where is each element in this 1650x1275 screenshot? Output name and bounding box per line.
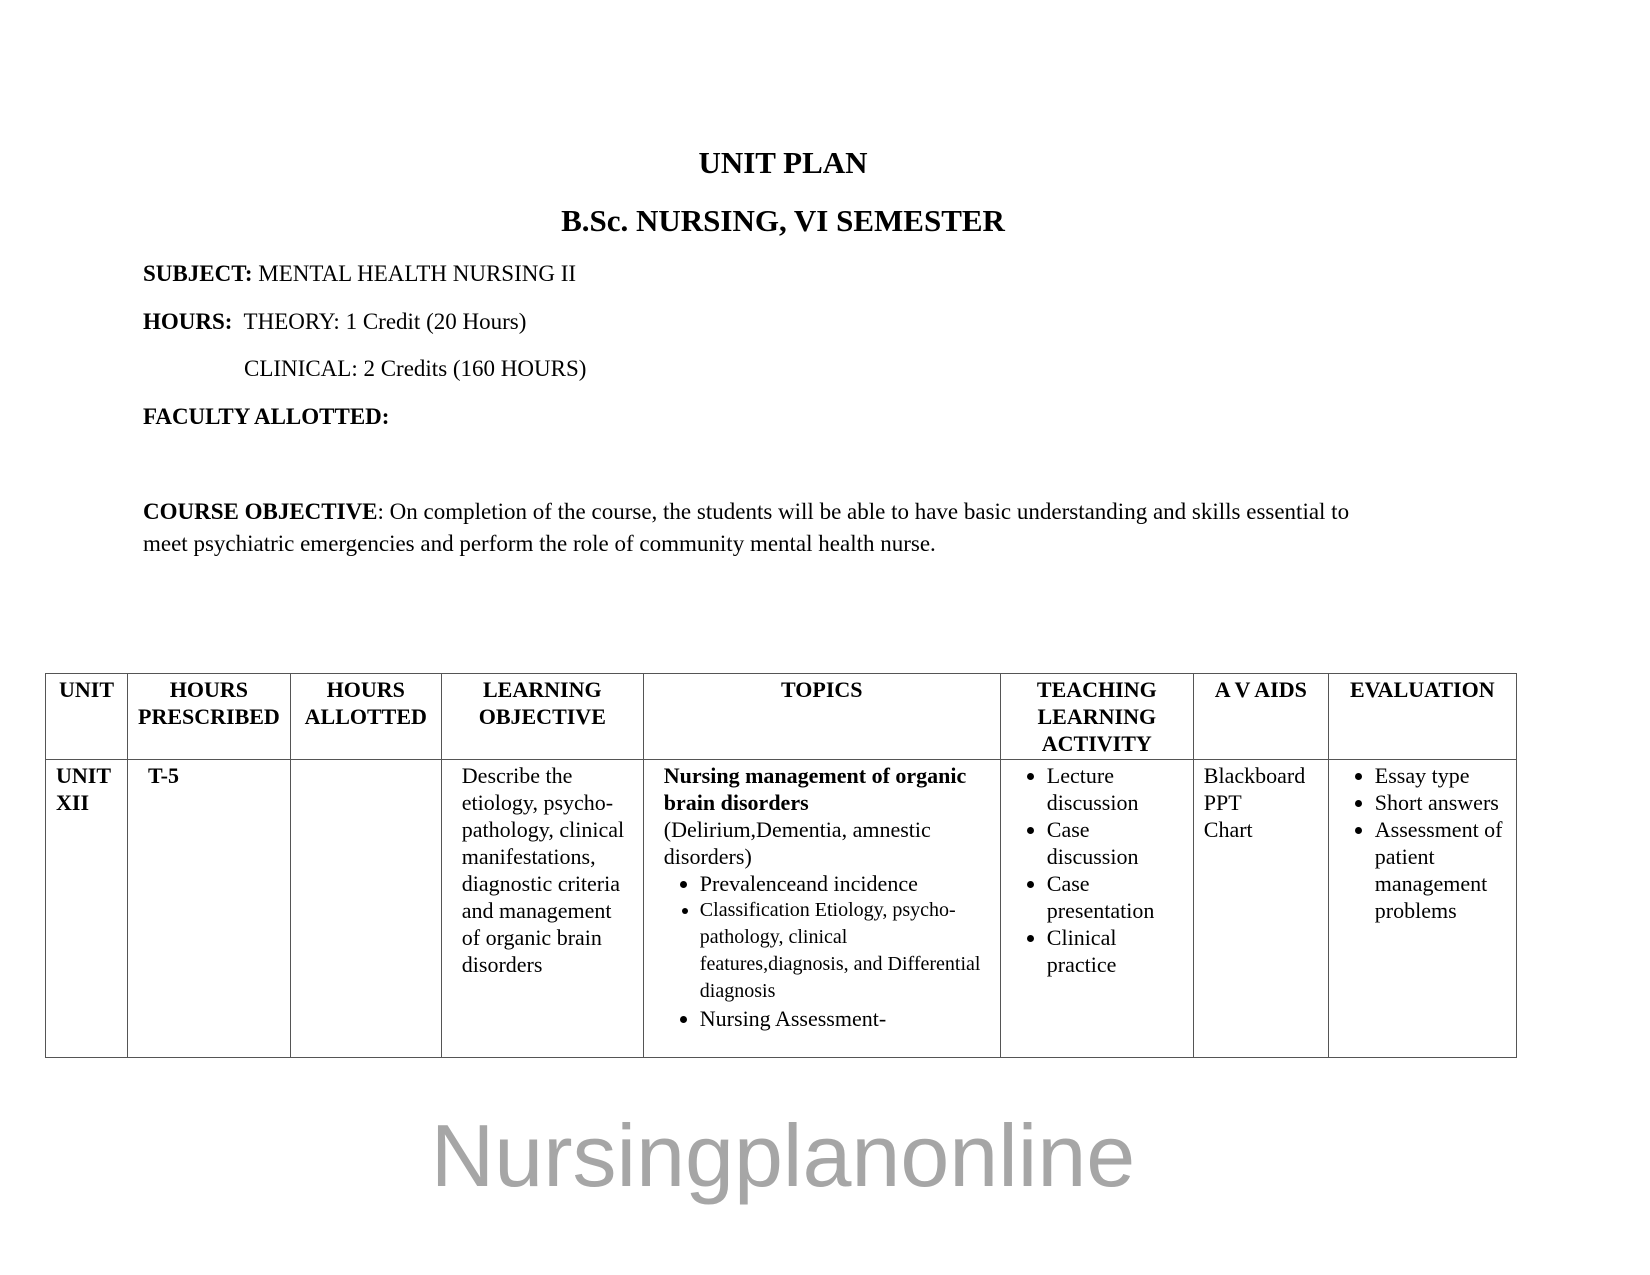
objective-text-1: : On completion of the course, the students will be able to have basic understanding and skills essential to (377, 499, 1350, 524)
subject-line (143, 261, 576, 287)
av-aid: Blackboard (1203, 763, 1306, 788)
evaluation-cell (1328, 760, 1516, 1058)
av-aids-cell (1193, 760, 1328, 1058)
topic-item: • Classification Etiology, psycho-pathology, clinical features,diagnosis, and Differential diagnosis (700, 897, 990, 1005)
faculty-label: FACULTY ALLOTTED: (143, 404, 390, 429)
header-cell: UNIT (46, 674, 128, 760)
subject-value: MENTAL HEALTH NURSING II (252, 261, 577, 286)
topic-sub: (Delirium,Dementia, amnestic disorders) (663, 817, 931, 869)
activity-item: • Case presentation (1047, 870, 1183, 924)
theory-hours: THEORY: 1 Credit (20 Hours) (243, 309, 527, 334)
header-cell: TOPICS (643, 674, 1000, 760)
table-header-row (46, 674, 1517, 760)
evaluation-item: • Assessment of patient management problems (1375, 816, 1506, 924)
unit-plan-table (45, 673, 1517, 1058)
topics-cell (643, 760, 1000, 1058)
header-cell: LEARNING OBJECTIVE (441, 674, 643, 760)
hours-allotted-cell (290, 760, 441, 1058)
hours-prescribed-cell: T-5 (128, 760, 291, 1058)
header-cell: A V AIDS (1193, 674, 1328, 760)
course-objective (143, 499, 1349, 525)
header-cell: HOURS ALLOTTED (290, 674, 441, 760)
activity-cell (1000, 760, 1193, 1058)
evaluation-item: • Short answers (1375, 789, 1506, 816)
doc-subtitle: B.Sc. NURSING, VI SEMESTER (561, 203, 1005, 238)
topic-item: • Nursing Assessment- (700, 1005, 990, 1032)
header-cell: HOURS PRESCRIBED (128, 674, 291, 760)
topic-heading: Nursing management of organic brain disorders (663, 763, 967, 815)
av-aid: Chart (1203, 817, 1253, 842)
activity-item: • Clinical practice (1047, 924, 1183, 978)
subject-label: SUBJECT: (143, 261, 253, 286)
topic-item: • Prevalenceand incidence (700, 870, 990, 897)
table-row (46, 760, 1517, 1058)
activity-item: • Lecture discussion (1047, 762, 1183, 816)
learning-objective-cell: Describe the etiology, psycho-pathology, clinical manifestations, diagnostic criteria and management of organic brain disorders (441, 760, 643, 1058)
doc-title: UNIT PLAN (698, 145, 868, 180)
header-cell: TEACHING LEARNING ACTIVITY (1000, 674, 1193, 760)
hours-label: HOURS: (143, 309, 233, 334)
objective-label: COURSE OBJECTIVE (143, 499, 378, 524)
activity-item: • Case discussion (1047, 816, 1183, 870)
header-cell: EVALUATION (1328, 674, 1516, 760)
av-aid: PPT (1203, 790, 1242, 815)
evaluation-item: • Essay type (1375, 762, 1506, 789)
objective-text-2: meet psychiatric emergencies and perform the role of community mental health nurse. (143, 531, 936, 556)
unit-cell: UNIT XII (46, 760, 128, 1058)
hours-line (143, 309, 526, 335)
watermark: Nursingplanonline (430, 1106, 1136, 1205)
clinical-hours: CLINICAL: 2 Credits (160 HOURS) (244, 356, 587, 381)
